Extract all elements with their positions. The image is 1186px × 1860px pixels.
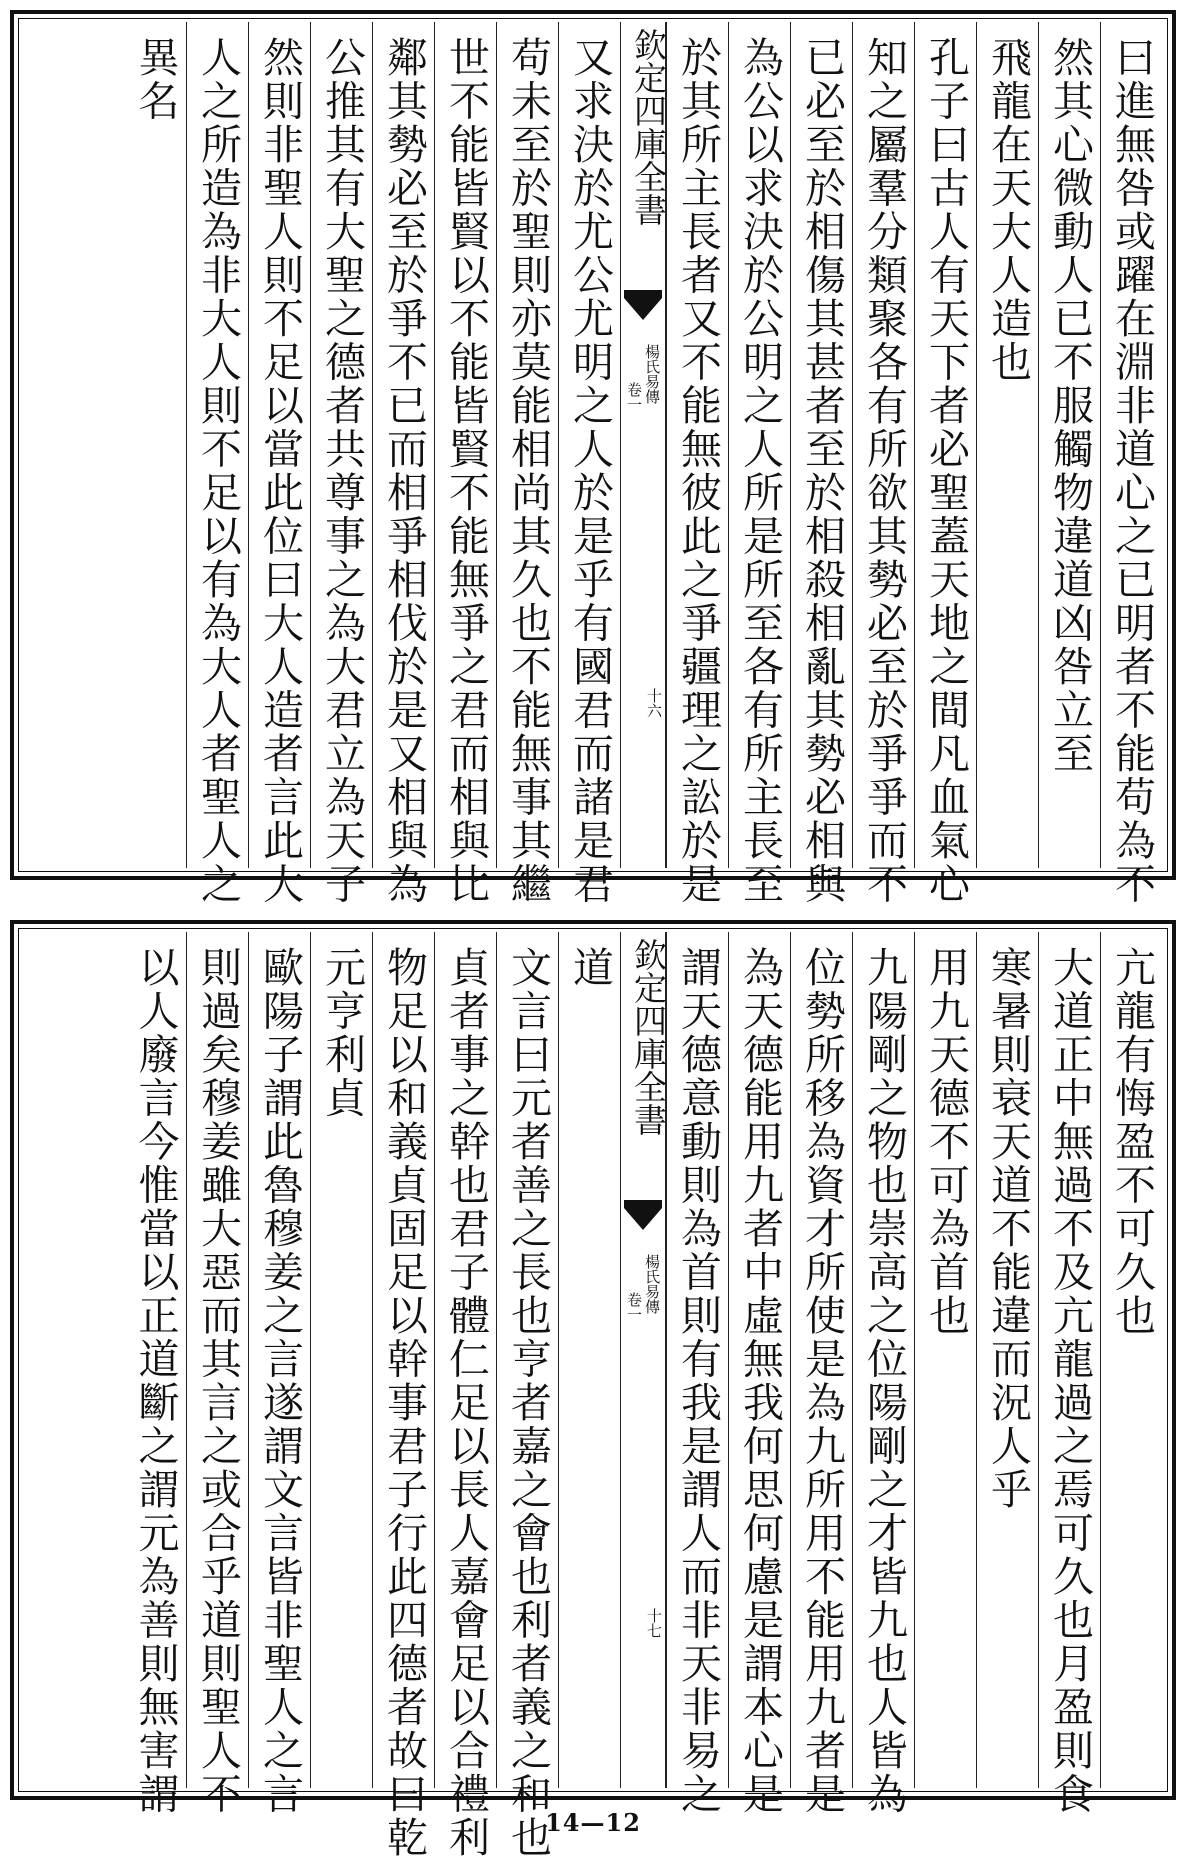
column-text: 貞者事之幹也君子體仁足以長人嘉會足以合禮利 <box>442 946 490 1860</box>
column-text: 亢龍有悔盈不可久也 <box>1108 946 1156 1338</box>
column-text: 大道正中無過不及亢龍過之焉可久也月盈則食 <box>1046 946 1094 1816</box>
column-text: 孔子曰古人有天下者必聖蓋天地之間凡血氣心 <box>922 36 970 906</box>
fish-tail-mark <box>624 290 662 330</box>
text-column <box>852 932 914 1816</box>
column-text: 又求決於尤公尤明之人於是乎有國君而諸是君 <box>566 36 614 906</box>
text-column <box>728 932 790 1816</box>
column-text: 飛龍在天大人造也 <box>984 36 1032 384</box>
column-text: 異名 <box>131 36 180 123</box>
text-column <box>1100 22 1162 906</box>
text-column <box>976 932 1038 1788</box>
column-text: 則過矣穆姜雖大惡而其言之或合乎道則聖人不 <box>194 946 242 1816</box>
page-number: 14—12 <box>545 1808 641 1837</box>
text-column <box>790 932 852 1816</box>
column-text: 九陽剛之物也崇高之位陽剛之才皆九也人皆為 <box>860 946 908 1816</box>
folio-number: 十七 <box>645 1608 663 1638</box>
text-column <box>1038 22 1100 868</box>
text-column <box>976 22 1038 868</box>
center-fold <box>620 932 666 1788</box>
text-column <box>186 932 248 1816</box>
volume-label: 卷一 <box>625 1292 643 1322</box>
text-column <box>310 22 372 906</box>
text-column <box>434 932 496 1860</box>
column-text: 位勢所移為資才所使是為九所用不能用九者是 <box>798 946 846 1816</box>
column-text: 知之屬羣分類聚各有所欲其勢必至於爭爭而不 <box>860 36 908 906</box>
volume-label: 卷一 <box>625 382 643 412</box>
text-column <box>1100 932 1162 1788</box>
top-leaf-columns <box>24 22 1162 906</box>
column-text: 然則非聖人則不足以當此位曰大人造者言此大 <box>256 36 304 906</box>
column-text: 道 <box>566 946 614 990</box>
text-column <box>914 22 976 906</box>
column-text: 謂天德意動則為首則有我是謂人而非天非易之 <box>674 946 722 1816</box>
text-column <box>248 932 310 1816</box>
column-text: 人之所造為非大人則不足以有為大人者聖人之 <box>194 36 242 906</box>
top-leaf <box>10 10 1176 906</box>
column-text: 苟未至於聖則亦莫能相尚其久也不能無事其繼 <box>504 36 552 906</box>
column-text: 為天德能用九者中虛無我何思何慮是謂本心是 <box>736 946 784 1816</box>
column-text: 用九天德不可為首也 <box>922 946 970 1338</box>
fish-tail-mark <box>624 1200 662 1240</box>
text-column <box>666 932 728 1816</box>
text-column <box>728 22 790 906</box>
text-column <box>852 22 914 906</box>
column-text: 為公以求決於公明之人所是所至各有所主長至 <box>736 36 784 906</box>
text-column <box>124 932 186 1816</box>
column-text: 文言曰元者善之長也亨者嘉之會也利者義之和也 <box>504 946 552 1860</box>
text-column <box>186 22 248 906</box>
column-text: 以人廢言今惟當以正道斷之謂元為善則無害謂 <box>131 946 180 1816</box>
folio-number: 十六 <box>645 688 663 718</box>
library-title: 欽定四庫全書 <box>629 28 668 226</box>
text-column <box>310 932 372 1788</box>
library-title: 欽定四庫全書 <box>629 938 668 1136</box>
column-text: 曰進無咎或躍在淵非道心之已明者不能苟為不 <box>1108 36 1156 906</box>
text-column <box>496 22 558 906</box>
column-text: 已必至於相傷其甚者至於相殺相亂其勢必相與 <box>798 36 846 906</box>
text-column <box>248 22 310 906</box>
column-text: 世不能皆賢以不能皆賢不能無爭之君而相與比 <box>442 36 490 906</box>
column-text: 公推其有大聖之德者共尊事之為大君立為天子 <box>318 36 366 906</box>
column-text: 鄰其勢必至於爭不已而相爭相伐於是又相與為 <box>380 36 428 906</box>
text-column <box>790 22 852 906</box>
text-column <box>372 22 434 906</box>
book-title: 楊氏易傳 <box>643 344 661 404</box>
text-column <box>1038 932 1100 1816</box>
book-title: 楊氏易傳 <box>643 1254 661 1314</box>
column-text: 於其所主長者又不能無彼此之爭疆理之訟於是 <box>674 36 722 906</box>
column-text: 寒暑則衰天道不能違而況人乎 <box>984 946 1032 1512</box>
text-column <box>558 932 620 1788</box>
text-column <box>434 22 496 906</box>
column-text: 然其心微動人已不服觸物違道凶咎立至 <box>1046 36 1094 776</box>
column-text: 歐陽子謂此魯穆姜之言遂謂文言皆非聖人之言 <box>256 946 304 1816</box>
column-text: 物足以和義貞固足以幹事君子行此四德者故曰乾 <box>380 946 428 1860</box>
column-text: 元亨利貞 <box>318 946 366 1120</box>
text-column <box>914 932 976 1788</box>
text-column <box>496 932 558 1860</box>
text-column <box>666 22 728 906</box>
text-column <box>124 22 186 868</box>
text-column <box>372 932 434 1860</box>
text-column <box>558 22 620 906</box>
center-fold <box>620 22 666 868</box>
